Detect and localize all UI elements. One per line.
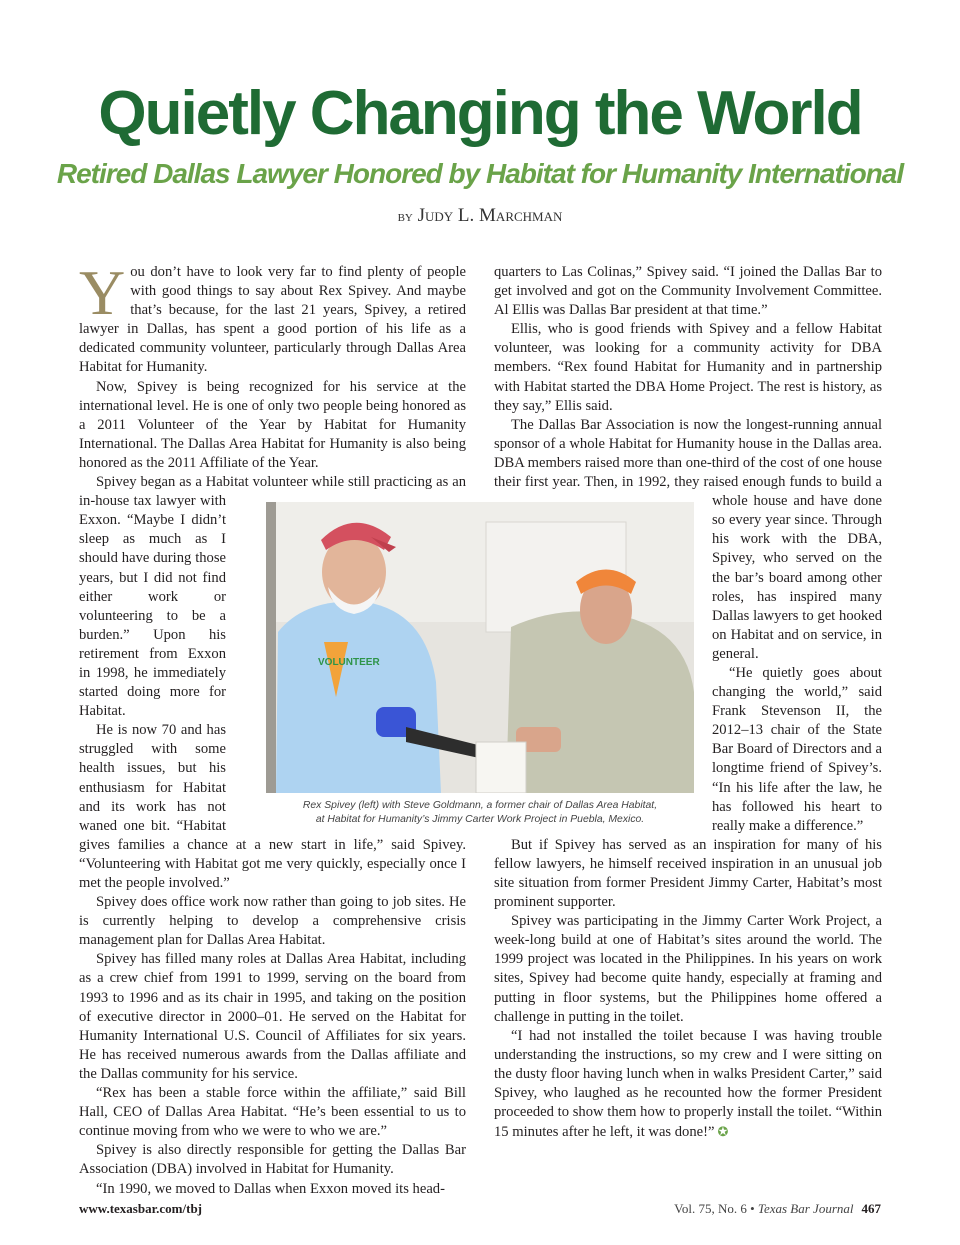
footer-url: www.texasbar.com/tbj	[79, 1201, 203, 1216]
article-photo	[266, 502, 694, 838]
paragraph: But if Spivey has served as an inspiration for many of his fellow lawyers, he himself received inspiration in an unusual job site situation from former President Jimmy Carter, Habitat’s most prominent supporter.	[494, 836, 882, 911]
byline	[0, 205, 960, 227]
byline-prefix: by	[397, 209, 413, 225]
paragraph: “In 1990, we moved to Dallas when Exxon moved its head-	[96, 1180, 445, 1197]
paragraph: Spivey began as a Habitat volunteer while still practicing as an in-house tax lawyer with Exxon. “Maybe I didn’t sleep as much as I should have during those years, but I did not find either work or volunteering to be a burden.” Upon his retirement from Exxon in 1998, he immediately started doing more for Habitat.	[79, 473, 466, 721]
article-title: Quietly Changing the World	[98, 79, 862, 148]
paragraph: Ellis, who is good friends with Spivey and a fellow Habitat volunteer, was looking for a community activity for DBA members. “Rex found Habitat for Humanity and in partnership with Habitat started the DBA Home Project. The rest is history, as they say,” Ellis said.	[494, 321, 882, 414]
paragraph: “I had not installed the toilet because I was having trouble understanding the instructions, so my crew and I were sitting on the dusty floor having lunch when in walks President Carter,” said Spivey, who laughed as he recounted how the former President proceeded to show them how to properly install the toilet. “Within 15 minutes after he left, it was done!” ✪	[494, 1027, 882, 1141]
paragraph: The Dallas Bar Association is now the longest-running annual sponsor of a whole Habitat for Humanity house in the Dallas area. DBA members raised more than one-third of the cost of one house their first year. Then, in 1992, they raised enough funds to build a whole house and have done so every year since. Through his work with the DBA, Spivey, who served on the the bar’s board among other roles, has inspired many Dallas lawyers to get hooked on Habitat and on service, in general.	[494, 416, 882, 664]
paragraph: “He quietly goes about changing the world,” said Frank Stevenson II, the 2012–13 chair of the State Bar Board of Directors and a longtime friend of Spivey’s. “In his life after the law, he has followed his heart to really make a difference.”	[712, 664, 882, 834]
footer-issue: Vol. 75, No. 6 • Texas Bar Journal 467	[674, 1201, 881, 1216]
drop-cap: Y	[79, 257, 126, 328]
paragraph: Spivey was participating in the Jimmy Carter Work Project, a week-long build at one of Habitat’s sites around the world. The 1999 project was located in the Philippines. In his years on work sites, Spivey had become quite handy, especially at framing and putting in floor systems, but the Philippines home offered a challenge in putting in the toilet.	[494, 913, 882, 1025]
paragraph: Spivey has filled many roles at Dallas Area Habitat, including as a crew chief from 1991 to 1999, serving on the board from 1993 to 1996 and as its chair in 1995, and taking on the position of executive director in 2000–01. He served on the Habitat for Humanity International U.S. Council of Affiliates for six years. He has received numerous awards from the Dallas affiliate and the Dallas community for his service.	[79, 951, 466, 1082]
photo-caption: Rex Spivey (left) with Steve Goldmann, a former chair of Dallas Area Habitat, at Habitat for Humanity’s Jimmy Carter Work Project in Puebla, Mexico.	[302, 800, 658, 825]
paragraph: You don’t have to look very far to find plenty of people with good things to say about Rex Spivey. And maybe that’s because, for the last 21 years, Spivey, a retired lawyer in Dallas, has spent a good portion of his life as a dedicated community volunteer, particularly through Dallas Area Habitat for Humanity.	[79, 257, 466, 376]
shirt-text: VOLUNTEER	[318, 657, 380, 668]
paragraph: Now, Spivey is being recognized for his service at the international level. He is one of only two people being honored as a 2011 Volunteer of the Year by Habitat for Humanity International. The Dallas Area Habitat for Humanity is also being honored as the 2011 Affiliate of the Year.	[79, 378, 466, 471]
paragraph: Spivey is also directly responsible for getting the Dallas Bar Association (DBA) involved in Habitat for Humanity.	[79, 1142, 466, 1178]
paragraph: He is now 70 and has struggled with some health issues, but his enthusiasm for Habitat and its work has not waned one bit. “Habitat gives families a chance at a new start in life,” said Spivey. “Volunteering with Habitat got me very quickly, especially once I met the people involved.”	[79, 722, 466, 891]
page-number: 467	[861, 1201, 881, 1216]
article-subtitle: Retired Dallas Lawyer Honored by Habitat for Humanity International	[56, 158, 904, 189]
author-name: Judy L. Marchman	[417, 205, 563, 226]
paragraph: quarters to Las Colinas,” Spivey said. “I joined the Dallas Bar to get involved and got on the Community Involvement Committee. Al Ellis was Dallas Bar president at that time.”	[494, 264, 882, 319]
paragraph: Spivey does office work now rather than going to job sites. He is currently helping to develop a comprehensive crisis management plan for Dallas Area Habitat.	[79, 894, 466, 949]
volunteers-photo	[266, 502, 694, 793]
end-mark-icon: ✪	[717, 1124, 729, 1140]
paragraph: “Rex has been a stable force within the affiliate,” said Bill Hall, CEO of Dallas Area Habitat. “He’s been essential to us to continue moving from who we were to who we are.”	[79, 1085, 466, 1140]
